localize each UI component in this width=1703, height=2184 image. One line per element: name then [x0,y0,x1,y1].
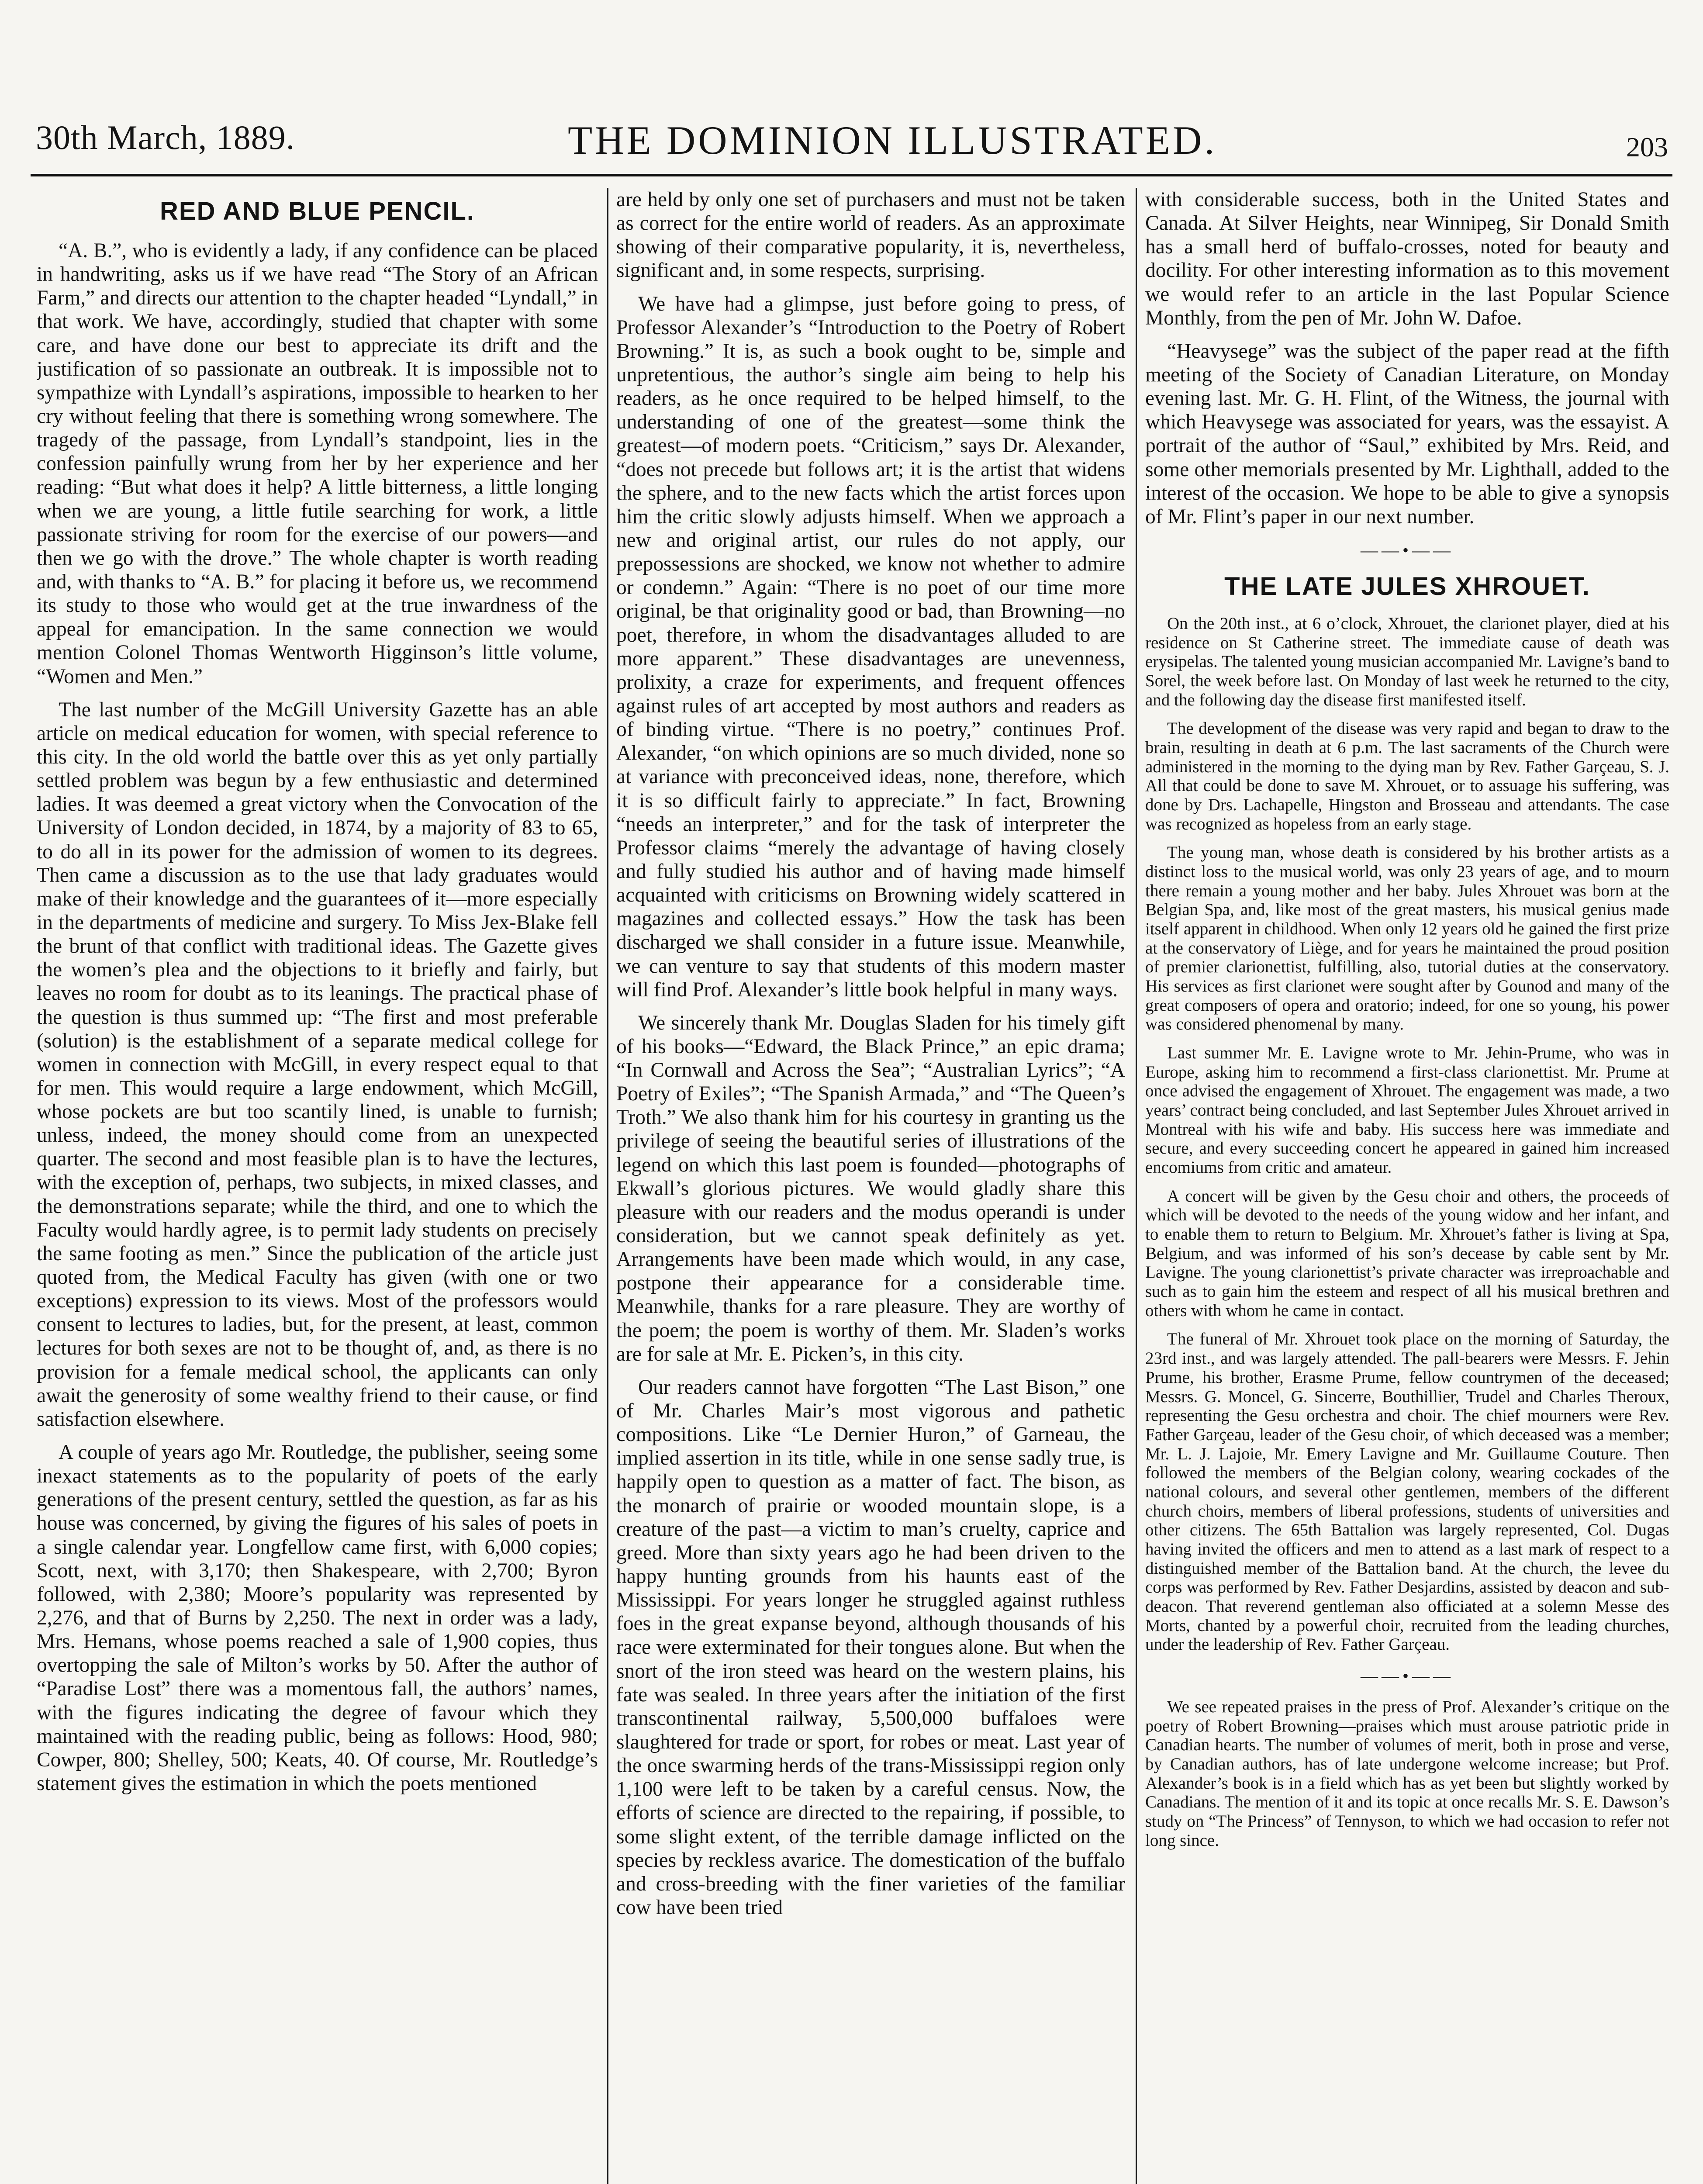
paragraph: with considerable success, both in the United States and Canada. At Silver Heights, near Winnipeg, Sir Donald Smith has a small herd of buffalo-crosses, noted for beauty and docility. For other interesting information as to this movement we would refer to an article in the last Popular Science Monthly, from the pen of Mr. John W. Dafoe. [1145,188,1669,329]
paragraph: Last summer Mr. E. Lavigne wrote to Mr. Jehin-Prume, who was in Europe, asking him to recommend a first-class clarionettist. Mr. Prume at once advised the engagement of Xhrouet. The engagement was made, a two years’ contract being concluded, and last September Jules Xhrouet arrived in Montreal with his wife and baby. His success here was immediate and secure, and every succeeding concert he appeared in gained him increased encomiums from critic and amateur. [1145,1044,1669,1177]
paragraph: “A. B.”, who is evidently a lady, if any confidence can be placed in handwriting, asks us if we have read “The Story of an African Farm,” and directs our attention to the chapter headed “Lyndall,” in that work. We have, accordingly, studied that chapter with some care, and have done our best to appreciate its drift and the justification of so passionate an outbreak. It is impossible not to sympathize with Lyndall’s aspirations, impossible to hearken to her cry without feeling that there is something wrong somewhere. The tragedy of the passage, from Lyndall’s standpoint, lies in the confession painfully wrung from her by her experience and her reading: “But what does it help? A little bitterness, a little longing when we are young, a little futile searching for work, a little passionate striving for room for the exercise of our powers—and then we go with the drove.” The whole chapter is worth reading and, with thanks to “A. B.” for placing it before us, we recommend its study to those who would get at the true inwardness of the appeal for emancipation. In the same connection we would mention Colonel Thomas Wentworth Higginson’s little volume, “Women and Men.” [37,239,598,688]
paragraph: “Heavysege” was the subject of the paper read at the fifth meeting of the Society of Canadian Literature, on Monday evening last. Mr. G. H. Flint, of the Witness, the journal with which Heavysege was associated for years, was the essayist. A portrait of the author of “Saul,” exhibited by Mrs. Reid, and some other memorials presented by Mr. Lighthall, added to the interest of the occasion. We hope to be able to give a synopsis of Mr. Flint’s paper in our next number. [1145,339,1669,528]
section-heading-jules-xhrouet: THE LATE JULES XHROUET. [1224,572,1590,601]
paragraph: The funeral of Mr. Xhrouet took place on the morning of Saturday, the 23rd inst., and was largely attended. The pall-bearers were Messrs. F. Jehin Prume, his brother, Erasme Prume, fellow countrymen of the deceased; Messrs. G. Moncel, G. Sincerre, Bouthillier, Trudel and Charles Theroux, representing the Gesu orchestra and choir. The chief mourners were Rev. Father Garçeau, leader of the Gesu choir, of which deceased was a member; Mr. L. J. Lajoie, Mr. Emery Lavigne and Mr. Guillaume Couture. Then followed the members of the Belgian colony, wearing cockades of the national colours, and several other gentlemen, members of the different church choirs, members of liberal professions, students of universities and other citizens. The 65th Battalion was largely represented, Col. Dugas having invited the officers and men to attend as a last mark of respect to a distinguished member of the Battalion band. At the church, the levee du corps was performed by Rev. Father Desjardins, assisted by deacon and sub-deacon. That reverend gentleman also officiated at a solemn Messe des Morts, chanted by a powerful choir, recruited from the leading churches, under the leadership of Rev. Father Garçeau. [1145,1330,1669,1654]
header-rule [31,174,1672,176]
column-divider [607,188,608,2184]
paragraph: The last number of the McGill University Gazette has an able article on medical education for women, with special reference to this city. In the old world the battle over this as yet only partially settled problem was begun by a few enthusiastic and determined ladies. It was deemed a great victory when the Convocation of the University of London decided, in 1874, by a majority of 83 to 65, to do all in its power for the admission of women to its degrees. Then came a discussion as to the use that lady graduates would make of their knowledge and the guarantees of it—more especially in the departments of medicine and surgery. To Miss Jex-Blake fell the brunt of that conflict with traditional ideas. The Gazette gives the women’s plea and the objections to it briefly and fairly, but leaves no room for doubt as to its leanings. The practical phase of the question is thus summed up: “The first and most preferable (solution) is the establishment of a separate medical college for women in connection with McGill, in every respect equal to that for men. This would require a large endowment, which McGill, whose pockets are but too scantily lined, is unable to furnish; unless, indeed, the money should come from an unexpected quarter. The second and most feasible plan is to have the lectures, with the exception of, perhaps, two subjects, in mixed classes, and the demonstrations separate; while the third, and one to which the Faculty would hardly agree, is to permit lady students on precisely the same footing as men.” Since the publication of the article just quoted from, the Medical Faculty has given (with one or two exceptions) expression to its views. Most of the professors would consent to lectures to ladies, but, for the present, at least, common lectures for both sexes are not to be thought of, and, as there is no provision for a female medical school, the applicants can only await the generosity of some wealthy friend to their cause, or find satisfaction elsewhere. [37,698,598,1431]
column-1 [37,188,598,2184]
paragraph: The young man, whose death is considered by his brother artists as a distinct loss to the musical world, was only 23 years of age, and to mourn there remain a young mother and her baby. Jules Xhrouet was born at the Belgian Spa, and, like most of the great masters, his musical genius made itself apparent in childhood. When only 12 years old he gained the first prize at the conservatory of Liège, and for years he maintained the proud position of premier clarionettist, fulfilling, also, tutorial duties at the conservatory. His services as first clarionet were sought after by Gounod and many of the great composers of opera and oratorio; indeed, for one so young, his power was considered phenomenal by many. [1145,843,1669,1034]
paragraph: We see repeated praises in the press of Prof. Alexander’s critique on the poetry of Robert Browning—praises which must arouse patriotic pride in Canadian hearts. The number of volumes of merit, both in prose and verse, by Canadian authors, has of late undergone welcome increase; but Prof. Alexander’s book is in a field which has as yet been but slightly worked by Canadians. The mention of it and its topic at once recalls Mr. S. E. Dawson’s study on “The Princess” of Tennyson, to which we had occasion to refer not long since. [1145,1697,1669,1850]
paragraph: We sincerely thank Mr. Douglas Sladen for his timely gift of his books—“Edward, the Black Prince,” an epic drama; “In Cornwall and Across the Sea”; “Australian Lyrics”; “A Poetry of Exiles”; “The Spanish Armada,” and “The Queen’s Troth.” We also thank him for his courtesy in granting us the privilege of seeing the beautiful series of illustrations of the legend on which this last poem is founded—photographs of Ekwall’s glorious pictures. We would gladly share this pleasure with our readers and the modus operandi is under consideration, but we cannot speak definitely as yet. Arrangements have been made which would, in any case, postpone their appearance for a considerable time. Meanwhile, thanks for a rare pleasure. They are worthy of the poem; the poem is worthy of them. Mr. Sladen’s works are for sale at Mr. E. Picken’s, in this city. [616,1011,1125,1365]
masthead-title: THE DOMINION ILLUSTRATED. [568,118,1217,162]
page-number: 203 [1626,131,1668,162]
column-2 [616,188,1125,2184]
paragraph: A couple of years ago Mr. Routledge, the publisher, seeing some inexact statements as to the popularity of poets of the early generations of the present century, settled the question, as far as his house was concerned, by giving the figures of his sales of poets in a single calendar year. Longfellow came first, with 6,000 copies; Scott, next, with 3,170; then Shakespeare, with 2,700; Byron followed, with 2,380; Moore’s popularity was represented by 2,276, and that of Burns by 2,250. The next in order was a lady, Mrs. Hemans, whose poems reached a sale of 1,900 copies, thus overtopping the sale of Milton’s works by 50. After the author of “Paradise Lost” there was a momentous fall, the authors’ names, with the figures indicating the degree of favour which they maintained with the reading public, being as follows: Hood, 980; Cowper, 800; Shelley, 500; Keats, 40. Of course, Mr. Routledge’s statement gives the estimation in which the poets mentioned [37,1441,598,1795]
page-header [0,0,1703,183]
column-3 [1145,188,1669,2184]
paragraph: The development of the disease was very rapid and began to draw to the brain, resulting in death at 6 p.m. The last sacraments of the Church were administered in the morning to the dying man by Rev. Father Garçeau, S. J. All that could be done to save M. Xhrouet, or to assuage his suffering, was done by Drs. Lachapelle, Hingston and Brosseau and attendants. The case was recognized as hopeless from an early stage. [1145,719,1669,833]
section-ornament: ——•—— [1360,1666,1454,1686]
paragraph: On the 20th inst., at 6 o’clock, Xhrouet, the clarionet player, died at his residence on St Catherine street. The immediate cause of death was erysipelas. The talented young musician accompanied Mr. Lavigne’s band to Sorel, the week before last. On Monday of last week he returned to the city, and the following day the disease first manifested itself. [1145,614,1669,709]
paragraph: Our readers cannot have forgotten “The Last Bison,” one of Mr. Charles Mair’s most vigorous and pathetic compositions. Like “Le Dernier Huron,” of Garneau, the implied assertion in its title, while in one sense sadly true, is happily open to question as a matter of fact. The bison, as the monarch of prairie or wooded mountain slope, is a creature of the past—a victim to man’s cruelty, caprice and greed. More than sixty years ago he had been driven to the happy hunting grounds from his haunts east of the Mississippi. For years longer he struggled against ruthless foes in the great expanse beyond, although thousands of his race were exterminated for their tongues alone. But when the snort of the iron steed was heard on the western plains, his fate was sealed. In three years after the initiation of the first transcontinental railway, 5,500,000 buffaloes were slaughtered for trade or sport, for robes or meat. Last year of the once swarming herds of the trans-Mississippi region only 1,100 were left to be taken by a careful census. Now, the efforts of science are directed to the repairing, if possible, to some slight extent, of the terrible damage inflicted on the species by reckless avarice. The domestication of the buffalo and cross-breeding with the finer varieties of the familiar cow have been tried [616,1375,1125,1919]
section-ornament: ——•—— [1360,540,1454,560]
paragraph: A concert will be given by the Gesu choir and others, the proceeds of which will be devoted to the needs of the young widow and her infant, and to enable them to return to Belgium. Mr. Xhrouet’s father is living at Spa, Belgium, and was informed of his son’s decease by cable sent by Mr. Lavigne. The young clarionettist’s private character was irreproachable and such as to gain him the esteem and respect of all his musical brethren and others with whom he came in contact. [1145,1186,1669,1320]
paragraph: We have had a glimpse, just before going to press, of Professor Alexander’s “Introduction to the Poetry of Robert Browning.” It is, as such a book ought to be, simple and unpretentious, the author’s single aim being to help his readers, as he once required to be helped himself, to the understanding of one of the greatest—some think the greatest—of modern poets. “Criticism,” says Dr. Alexander, “does not precede but follows art; it is the artist that widens the sphere, and to the new facts which the artist forces upon him the critic slowly adjusts himself. When we approach a new and original artist, our rules do not apply, our prepossessions are shocked, we know not whether to admire or condemn.” Again: “There is no poet of our time more original, be that originality good or bad, than Browning—no poet, therefore, in whom the disadvantages alluded to are more apparent.” These disadvantages are unevenness, prolixity, a craze for experiments, and frequent offences against rules of art accepted by most authors and readers as of binding virtue. “There is no poetry,” continues Prof. Alexander, “on which opinions are so much divided, none so at variance with preconceived ideas, none, therefore, which it is so difficult fairly to appreciate.” In fact, Browning “needs an interpreter,” and for the task of interpreter the Professor claims “merely the advantage of having closely and fully studied his author and of having made himself acquainted with criticisms on Browning widely scattered in magazines and collected essays.” How the task has been discharged we shall consider in a future issue. Meanwhile, we can venture to say that students of this modern master will find Prof. Alexander’s little book helpful in many ways. [616,292,1125,1001]
column-divider [1136,188,1137,2184]
issue-date: 30th March, 1889. [36,118,295,156]
section-heading-red-and-blue-pencil: RED AND BLUE PENCIL. [160,197,475,225]
paragraph: are held by only one set of purchasers and must not be taken as correct for the entire world of readers. As an approximate showing of their comparative popularity, it is, nevertheless, significant and, in some respects, surprising. [616,188,1125,282]
